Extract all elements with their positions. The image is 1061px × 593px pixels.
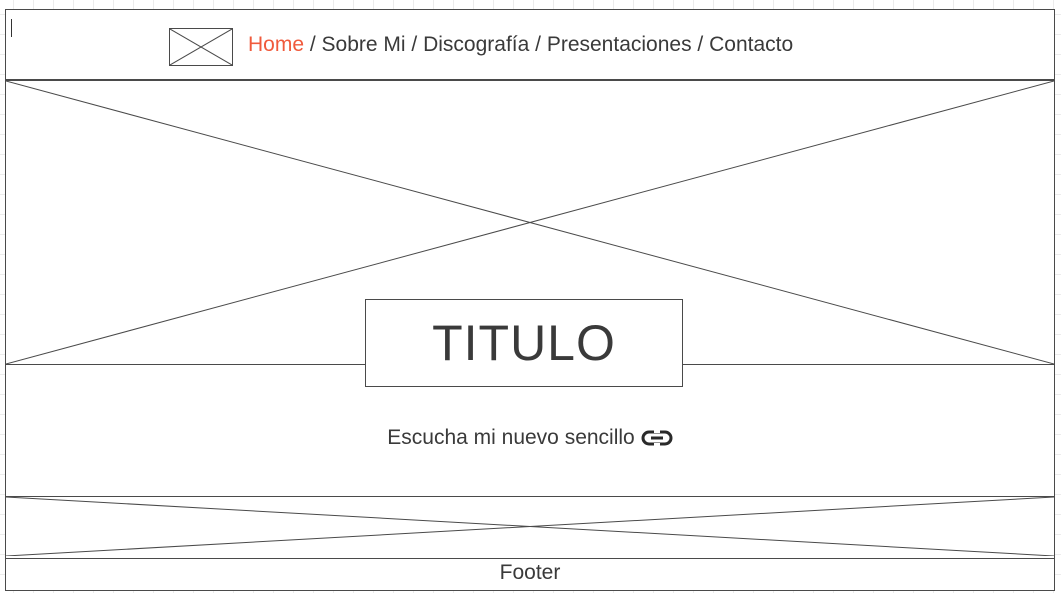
- hero-title-box: [365, 299, 683, 387]
- nav-item-contacto[interactable]: Contacto: [709, 33, 794, 56]
- nav-item-presentaciones[interactable]: Presentaciones: [546, 33, 692, 56]
- header: [6, 10, 1054, 81]
- link-icon[interactable]: [641, 429, 673, 453]
- text-cursor: [11, 19, 12, 37]
- nav-separator: /: [529, 33, 547, 56]
- logo-placeholder-icon[interactable]: [169, 28, 233, 66]
- nav-separator: /: [405, 33, 424, 56]
- hero-title: TITULO: [432, 315, 616, 371]
- footer: [6, 559, 1054, 590]
- main-nav: [248, 33, 793, 57]
- banner-image-icon: [6, 497, 1054, 556]
- new-single-callout: [6, 426, 1054, 453]
- nav-separator: /: [304, 33, 322, 56]
- nav-item-discografia[interactable]: Discografía: [423, 33, 530, 56]
- footer-text: Footer: [499, 561, 561, 584]
- banner-image-placeholder: [6, 496, 1054, 559]
- nav-separator: /: [691, 33, 710, 56]
- nav-item-home[interactable]: Home: [248, 33, 305, 56]
- nav-item-sobre-mi[interactable]: Sobre Mi: [321, 33, 406, 56]
- wireframe-page: [5, 9, 1055, 591]
- new-single-text: Escucha mi nuevo sencillo: [387, 426, 635, 449]
